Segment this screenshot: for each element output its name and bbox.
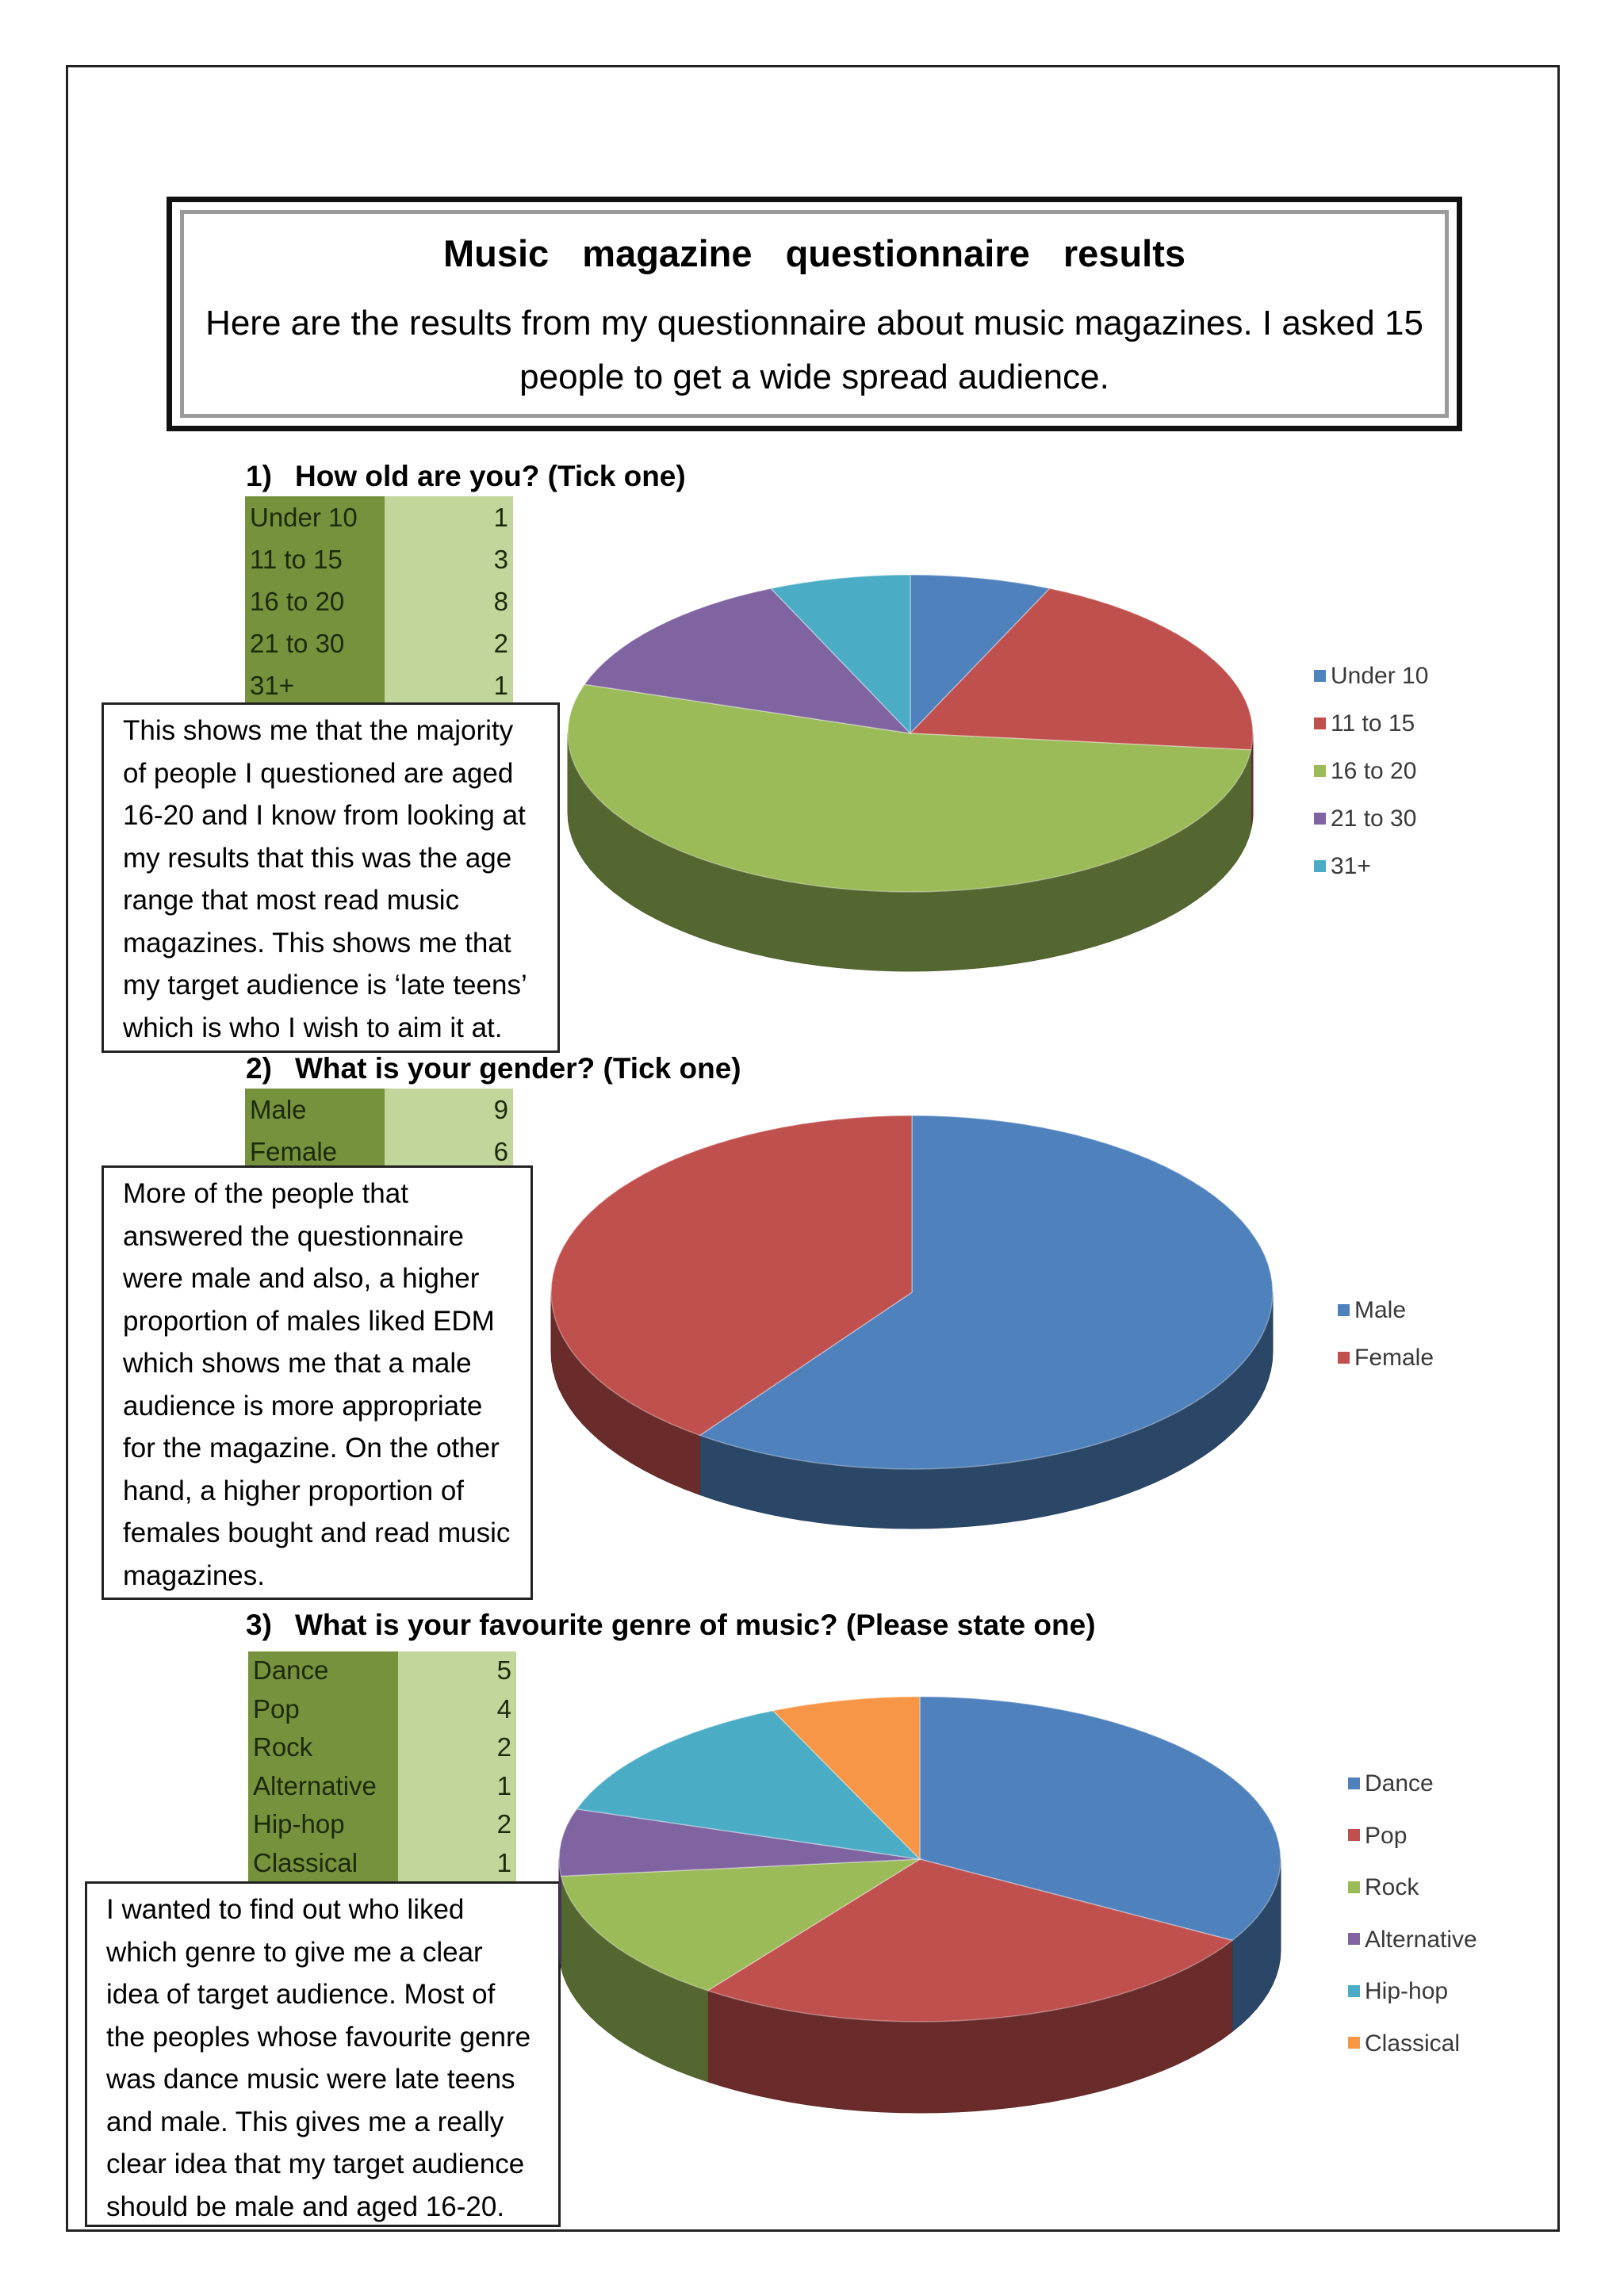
gender-legend [1338,1297,1465,1384]
table-row [245,664,513,706]
legend-label: Male [1354,1297,1407,1323]
intro-text: Here are the results from my questionnaire about music magazines. I asked 15 people to get a wide spread audience. [205,304,1423,396]
question-3-table [248,1651,516,1882]
table-cell-value: 2 [398,1728,516,1767]
table-cell-value: 1 [398,1844,516,1883]
legend-label: Under 10 [1331,663,1429,689]
question-3-heading [246,1609,1096,1642]
question-2-heading [246,1052,741,1085]
legend-swatch [1348,1829,1360,1841]
legend-item [1338,1345,1434,1372]
question-text: What is your gender? (Tick one) [295,1052,741,1085]
table-cell-label: Dance [248,1651,398,1690]
table-row [248,1728,516,1767]
legend-item [1314,758,1416,785]
title-box [167,197,1462,431]
table-row [245,622,513,664]
genre-pie-chart [547,1673,1300,2141]
table-row [248,1651,516,1690]
question-number: 3) [246,1609,272,1641]
legend-swatch [1348,1933,1360,1945]
legend-label: Female [1354,1345,1434,1371]
table-cell-label: 16 to 20 [245,580,385,622]
legend-label: 11 to 15 [1331,710,1415,737]
legend-swatch [1338,1304,1350,1316]
legend-item [1348,1874,1419,1901]
legend-item [1348,1978,1448,2005]
legend-label: Alternative [1365,1926,1477,1953]
question-text: What is your favourite genre of music? (Please state one) [295,1609,1096,1641]
question-number: 1) [246,460,272,492]
legend-swatch [1314,813,1326,825]
legend-item [1314,663,1428,690]
table-cell-value: 6 [385,1131,513,1173]
table-cell-value: 1 [398,1767,516,1806]
question-2-note: More of the people that answered the questionnaire were male and also, a higher proportion of males liked EDM which shows me that a male audience is more appropriate for the magazine. On the other hand, a higher proportion of females bought and read music magazines. [102,1165,533,1600]
table-cell-label: 11 to 15 [245,538,385,580]
table-cell-label: Pop [248,1690,398,1729]
legend-label: 31+ [1331,853,1371,879]
question-1-heading [246,460,686,493]
legend-item [1348,1823,1407,1850]
table-row [245,538,513,580]
question-3-note: I wanted to find out who liked which genre to give me a clear idea of target audience. Most of the peoples whose favourite genre was dance music were late teens and male. This gives me a really clear idea that my target audience should be male and aged 16-20. [85,1881,561,2227]
legend-label: Hip-hop [1365,1978,1449,2004]
legend-item [1348,1927,1477,1954]
table-cell-value: 1 [385,664,513,706]
legend-swatch [1314,860,1326,872]
table-row [248,1805,516,1844]
legend-item [1314,806,1416,832]
legend-swatch [1348,1985,1360,1997]
legend-swatch [1338,1352,1350,1364]
question-2-table [245,1089,513,1173]
question-1-note: This shows me that the majority of people I questioned are aged 16-20 and I know from looking at my results that this was the age range that most read music magazines. This shows me that my target audience is ‘late teens’ which is who I wish to aim it at. [102,702,560,1053]
table-cell-label: Alternative [248,1767,398,1806]
table-cell-label: 31+ [245,664,385,706]
age-pie-chart [555,547,1269,975]
legend-swatch [1348,2037,1360,2049]
legend-label: Classical [1365,2030,1461,2057]
legend-swatch [1348,1777,1360,1789]
pie-top [559,1697,1281,2022]
legend-item [1348,2030,1460,2057]
question-number: 2) [246,1052,272,1085]
legend-label: 16 to 20 [1331,758,1417,784]
table-row [245,1089,513,1131]
legend-label: Rock [1365,1874,1419,1900]
table-cell-value: 3 [385,538,513,580]
table-row [248,1844,516,1883]
question-1-table [245,496,513,706]
legend-swatch [1348,1881,1360,1893]
genre-legend [1348,1770,1522,2064]
legend-item [1348,1770,1434,1797]
pie-top [551,1115,1273,1469]
table-cell-label: 21 to 30 [245,622,385,664]
page-title: Music magazine questionnaire results [442,232,1186,274]
age-legend [1314,663,1457,885]
legend-item [1314,710,1415,737]
legend-label: 21 to 30 [1331,806,1417,832]
table-cell-value: 2 [398,1805,516,1844]
legend-item [1338,1297,1406,1324]
legend-label: Pop [1365,1822,1408,1849]
legend-swatch [1314,765,1326,777]
title-inner-frame [180,210,1449,418]
table-cell-value: 2 [385,622,513,664]
table-row [245,496,513,538]
gender-pie-chart [539,1102,1285,1546]
table-cell-label: Classical [248,1844,398,1883]
table-row [248,1690,516,1729]
legend-swatch [1314,718,1326,729]
table-cell-label: Under 10 [245,496,385,538]
table-cell-value: 8 [385,580,513,622]
table-row [248,1767,516,1806]
table-cell-value: 4 [398,1690,516,1729]
legend-swatch [1314,670,1326,682]
legend-label: Dance [1365,1770,1434,1797]
table-cell-value: 1 [385,496,513,538]
question-text: How old are you? (Tick one) [295,460,686,492]
table-cell-label: Hip-hop [248,1805,398,1844]
table-cell-label: Female [245,1131,385,1173]
table-cell-value: 5 [398,1651,516,1690]
table-cell-value: 9 [385,1089,513,1131]
table-cell-label: Rock [248,1728,398,1767]
table-row [245,580,513,622]
legend-item [1314,853,1371,880]
pie-top [568,575,1253,892]
table-cell-label: Male [245,1089,385,1131]
